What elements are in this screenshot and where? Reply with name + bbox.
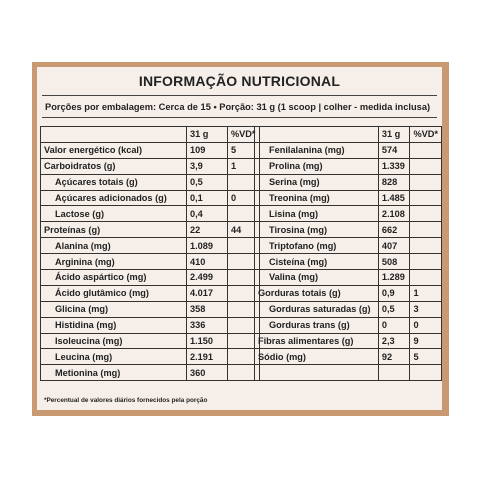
nutrient-label: Tirosina (mg) (255, 222, 379, 238)
table-row (255, 285, 442, 301)
nutrient-label: Arginina (mg) (41, 254, 187, 270)
table-row (255, 270, 442, 286)
nutrient-amount: 0,9 (378, 285, 410, 301)
nutrient-dv (410, 222, 442, 238)
table-row (41, 317, 260, 333)
table-row (255, 333, 442, 349)
panel-title: INFORMAÇÃO NUTRICIONAL (138, 73, 341, 89)
table-row (255, 222, 442, 238)
table-row (255, 190, 442, 206)
table-row (41, 142, 260, 158)
nutrient-dv (410, 365, 442, 381)
nutrient-amount: 1.339 (378, 158, 410, 174)
nutrient-amount: 662 (378, 222, 410, 238)
nutrient-amount: 0,5 (378, 301, 410, 317)
nutrient-amount: 1.289 (378, 270, 410, 286)
table-row (41, 349, 260, 365)
nutrient-amount: 2.108 (378, 206, 410, 222)
nutrient-amount: 2.499 (187, 270, 228, 286)
nutrient-dv (410, 190, 442, 206)
table-row (255, 349, 442, 365)
nutrition-table-right (254, 126, 442, 381)
nutrient-dv (410, 206, 442, 222)
label-frame (32, 62, 449, 416)
nutrient-dv: 1 (228, 158, 260, 174)
nutrient-dv: 44 (228, 222, 260, 238)
nutrient-label: Isoleucina (mg) (41, 333, 187, 349)
table-header-row (255, 127, 442, 143)
nutrient-label: Açúcares totais (g) (41, 174, 187, 190)
nutrient-amount: 2.191 (187, 349, 228, 365)
nutrient-label: Lisina (mg) (255, 206, 379, 222)
nutrient-label: Glicina (mg) (41, 301, 187, 317)
table-row (41, 222, 260, 238)
nutrient-amount: 0,1 (187, 190, 228, 206)
nutrient-label: Gorduras saturadas (g) (255, 301, 379, 317)
nutrient-dv: 0 (410, 317, 442, 333)
nutrient-label: Gorduras trans (g) (255, 317, 379, 333)
nutrient-dv (410, 238, 442, 254)
nutrient-amount: 109 (187, 142, 228, 158)
table-row (41, 285, 260, 301)
nutrient-label: Lactose (g) (41, 206, 187, 222)
table-row (41, 333, 260, 349)
nutrient-dv: 1 (410, 285, 442, 301)
nutrient-label: Metionina (mg) (41, 365, 187, 381)
divider (42, 117, 437, 118)
nutrient-label: Alanina (mg) (41, 238, 187, 254)
nutrient-amount: 4.017 (187, 285, 228, 301)
nutrient-label: Gorduras totais (g) (255, 285, 379, 301)
nutrient-label: Histidina (mg) (41, 317, 187, 333)
nutrient-dv: 5 (410, 349, 442, 365)
divider (42, 95, 437, 96)
nutrient-amount: 358 (187, 301, 228, 317)
table-row (41, 190, 260, 206)
nutrient-label: Fenilalanina (mg) (255, 142, 379, 158)
nutrient-dv (410, 270, 442, 286)
nutrient-label: Leucina (mg) (41, 349, 187, 365)
nutrient-label: Ácido glutâmico (mg) (41, 285, 187, 301)
table-row (255, 254, 442, 270)
nutrient-amount: 574 (378, 142, 410, 158)
nutrient-amount: 410 (187, 254, 228, 270)
nutrient-amount: 508 (378, 254, 410, 270)
nutrient-label: Carboidratos (g) (41, 158, 187, 174)
footnote: *Percentual de valores diários fornecidos pela porção (44, 397, 208, 404)
table-row (255, 365, 442, 381)
nutrient-amount: 828 (378, 174, 410, 190)
table-row (41, 365, 260, 381)
nutrient-dv (410, 254, 442, 270)
table-row (255, 206, 442, 222)
nutrient-amount: 0 (378, 317, 410, 333)
table-row (255, 158, 442, 174)
table-row (255, 238, 442, 254)
nutrient-amount: 407 (378, 238, 410, 254)
nutrient-label (255, 365, 379, 381)
nutrient-label: Cisteína (mg) (255, 254, 379, 270)
nutrient-amount: 1.485 (378, 190, 410, 206)
nutrient-dv: 5 (228, 142, 260, 158)
table-row (41, 158, 260, 174)
table-row (41, 238, 260, 254)
nutrient-label: Sódio (mg) (255, 349, 379, 365)
table-row (255, 317, 442, 333)
nutrient-amount: 1.150 (187, 333, 228, 349)
table-row (255, 142, 442, 158)
nutrient-amount: 2,3 (378, 333, 410, 349)
nutrient-amount: 336 (187, 317, 228, 333)
nutrient-dv (410, 142, 442, 158)
nutrient-label: Ácido aspártico (mg) (41, 270, 187, 286)
nutrient-dv (410, 158, 442, 174)
nutrient-amount: 92 (378, 349, 410, 365)
table-row (255, 174, 442, 190)
nutrient-amount (378, 365, 410, 381)
nutrition-panel (37, 67, 442, 410)
nutrient-label: Triptofano (mg) (255, 238, 379, 254)
header-blank-cell (255, 127, 379, 143)
table-row (41, 174, 260, 190)
header-dv: %VD* (228, 127, 260, 143)
nutrient-label: Fibras alimentares (g) (255, 333, 379, 349)
nutrient-amount: 22 (187, 222, 228, 238)
nutrient-label: Proteínas (g) (41, 222, 187, 238)
table-row (41, 206, 260, 222)
nutrient-amount: 3,9 (187, 158, 228, 174)
nutrient-dv: 9 (410, 333, 442, 349)
table-header-row (41, 127, 260, 143)
table-row (41, 254, 260, 270)
nutrient-amount: 1.089 (187, 238, 228, 254)
nutrient-label: Prolina (mg) (255, 158, 379, 174)
nutrient-amount: 0,5 (187, 174, 228, 190)
nutrient-label: Valor energético (kcal) (41, 142, 187, 158)
portion-line: Porções por embalagem: Cerca de 15 • Porção: 31 g (1 scoop | colher - medida inclusa) (45, 102, 431, 112)
header-amount: 31 g (187, 127, 228, 143)
table-row (41, 301, 260, 317)
nutrient-label: Açúcares adicionados (g) (41, 190, 187, 206)
nutrition-table-left (40, 126, 260, 381)
table-row (41, 270, 260, 286)
header-blank-cell (41, 127, 187, 143)
nutrient-dv: 3 (410, 301, 442, 317)
nutrient-amount: 0,4 (187, 206, 228, 222)
nutrient-label: Valina (mg) (255, 270, 379, 286)
header-amount: 31 g (378, 127, 410, 143)
nutrient-label: Serina (mg) (255, 174, 379, 190)
nutrient-dv (410, 174, 442, 190)
header-dv: %VD* (410, 127, 442, 143)
nutrient-amount: 360 (187, 365, 228, 381)
nutrient-dv: 0 (228, 190, 260, 206)
table-row (255, 301, 442, 317)
nutrient-label: Treonina (mg) (255, 190, 379, 206)
